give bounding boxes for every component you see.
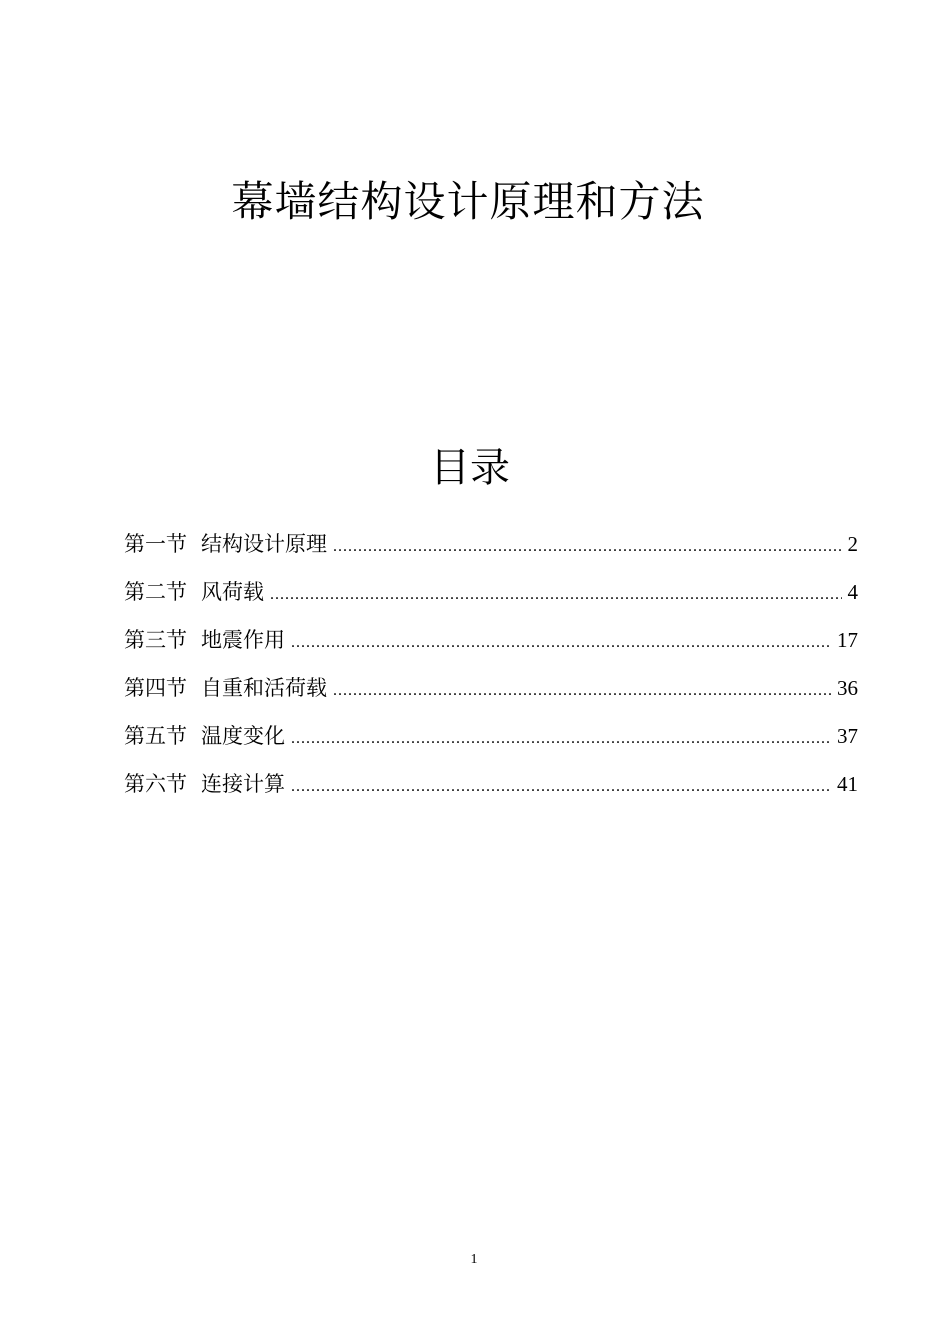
table-of-contents	[124, 524, 858, 812]
toc-entry-5[interactable]	[124, 716, 858, 764]
toc-leader-dots	[291, 767, 831, 807]
toc-leader-dots	[333, 671, 831, 711]
toc-entry-3[interactable]	[124, 620, 858, 668]
toc-section-label: 第一节	[124, 532, 187, 556]
page-footer-number: 1	[470, 1252, 478, 1267]
toc-section-label: 第二节	[124, 580, 187, 604]
toc-section-name: 连接计算	[201, 772, 285, 796]
toc-page-number: 36	[837, 676, 858, 700]
document-title: 幕墙结构设计原理和方法	[231, 177, 705, 226]
toc-leader-dots	[291, 719, 831, 759]
toc-leader-dots	[270, 575, 842, 615]
toc-section-name: 地震作用	[201, 628, 285, 652]
toc-page-number: 4	[847, 580, 858, 604]
toc-section-name: 温度变化	[201, 724, 285, 748]
toc-page-number: 41	[837, 772, 858, 796]
toc-entry-6[interactable]	[124, 764, 858, 812]
toc-entry-2[interactable]	[124, 572, 858, 620]
toc-section-label: 第六节	[124, 772, 187, 796]
toc-section-name: 自重和活荷载	[201, 676, 327, 700]
toc-section-name: 结构设计原理	[201, 532, 327, 556]
toc-leader-dots	[291, 623, 831, 663]
toc-page-number: 2	[847, 532, 858, 556]
toc-section-label: 第四节	[124, 676, 187, 700]
toc-section-label: 第三节	[124, 628, 187, 652]
toc-page-number: 17	[837, 628, 858, 652]
toc-entry-4[interactable]	[124, 668, 858, 716]
toc-page-number: 37	[837, 724, 858, 748]
toc-heading: 目录	[430, 445, 510, 491]
toc-leader-dots	[333, 527, 842, 567]
toc-section-label: 第五节	[124, 724, 187, 748]
toc-section-name: 风荷载	[201, 580, 264, 604]
toc-entry-1[interactable]	[124, 524, 858, 572]
